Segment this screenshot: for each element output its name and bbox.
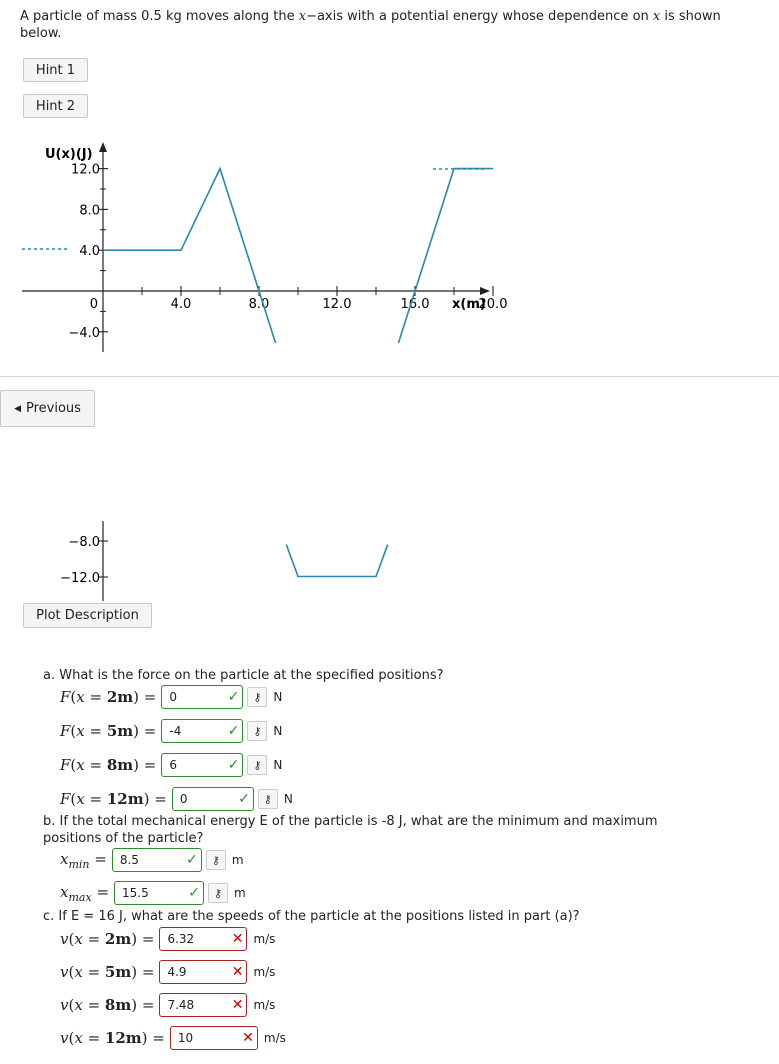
force-row [60,684,282,710]
x-icon: ✕ [242,1030,254,1046]
potential-energy-chart-lower [0,515,779,605]
equation-label: F(x = 5m) = [60,722,157,740]
key-icon[interactable]: ⚷ [247,687,267,707]
equation-label: v(x = 5m) = [60,963,155,981]
key-icon[interactable]: ⚷ [206,850,226,870]
force-input[interactable]: -4 ✓ [161,719,243,743]
xmin-input[interactable]: 8.5 ✓ [112,848,202,872]
caret-left-icon: ◀ [14,403,21,414]
force-row [60,786,293,812]
speed-input[interactable]: 4.9 ✕ [159,960,247,984]
check-icon: ✓ [227,723,240,739]
plot-description-button[interactable]: Plot Description [23,603,152,628]
y-tick-label: 8.0 [79,203,100,219]
speed-row [60,1025,286,1051]
potential-energy-line [103,169,276,343]
y-tick-label: −12.0 [60,571,100,586]
force-input[interactable]: 6 ✓ [161,753,243,777]
y-tick-label: −4.0 [68,325,100,341]
x-icon: ✕ [231,997,244,1013]
equation-label: F(x = 12m) = [60,790,167,808]
equation-label: v(x = 2m) = [60,930,155,948]
xmax-input[interactable]: 15.5 ✓ [114,881,204,905]
force-input[interactable]: 0 ✓ [172,787,254,811]
key-icon[interactable]: ⚷ [208,883,228,903]
equation-label: F(x = 2m) = [60,688,157,706]
hint-2-button[interactable]: Hint 2 [23,94,88,118]
previous-button[interactable]: ◀ Previous [0,390,95,427]
x-axis-label: x(m) [452,297,486,312]
y-tick-label: −8.0 [68,535,100,550]
hint-1-button[interactable]: Hint 1 [23,58,88,82]
xmax-row: $x_{max}$ = 15.5 ✓ ⚷ m [60,882,246,904]
check-icon: ✓ [227,689,240,705]
speed-input[interactable]: 6.32 ✕ [159,927,247,951]
force-row [60,718,282,744]
xmin-row: $x_{min}$ = 8.5 ✓ ⚷ m [60,849,244,871]
force-input[interactable]: 0 ✓ [161,685,243,709]
speed-row [60,959,275,985]
check-icon: ✓ [186,852,198,868]
speed-row [60,926,275,952]
unit-label: N [273,758,283,772]
potential-energy-line [398,169,493,343]
x-tick-label: 4.0 [170,297,192,312]
x-icon: ✕ [231,964,244,980]
x-icon: ✕ [231,931,244,947]
potential-energy-line-lower [286,545,387,577]
unit-label: N [283,792,293,806]
unit-label: m/s [253,998,276,1012]
equation-label: v(x = 12m) = [60,1029,165,1047]
check-icon: ✓ [227,757,240,773]
y-tick-label: 4.0 [79,244,100,260]
unit-label: m/s [253,965,276,979]
x-tick-label: 0 [89,297,98,312]
y-tick-label: 12.0 [71,162,100,178]
divider [0,376,779,377]
force-row [60,752,282,778]
x-tick-label: 12.0 [322,297,352,312]
x-tick-label: 16.0 [400,297,430,312]
question-a: a. What is the force on the particle at the specified positions? [43,668,444,683]
problem-statement: A particle of mass 0.5 kg moves along the x−axis with a potential energy whose dependence on x is shown below. [20,9,721,41]
speed-input[interactable]: 10 ✕ [170,1026,258,1050]
key-icon[interactable]: ⚷ [247,755,267,775]
check-icon: ✓ [188,885,201,901]
equation-label: v(x = 8m) = [60,996,155,1014]
unit-label: N [273,690,283,704]
y-axis-label: U(x)(J) [45,147,93,162]
question-c: c. If E = 16 J, what are the speeds of the particle at the positions listed in part (a)? [43,909,580,924]
question-b: b. If the total mechanical energy E of the particle is -8 J, what are the minimum and maximum positions of the particle? [43,814,658,846]
speed-input[interactable]: 7.48 ✕ [159,993,247,1017]
unit-label: m/s [253,932,276,946]
key-icon[interactable]: ⚷ [247,721,267,741]
x-tick-label: 20.0 [478,297,508,312]
y-axis-arrow [99,142,107,152]
check-icon: ✓ [238,791,250,807]
potential-energy-chart [0,130,779,370]
speed-row [60,992,275,1018]
x-tick-label: 8.0 [248,297,270,312]
key-icon[interactable]: ⚷ [258,789,278,809]
x-axis-arrow [480,287,490,295]
equation-label: F(x = 8m) = [60,756,157,774]
unit-label: N [273,724,283,738]
unit-label: m/s [263,1031,286,1045]
